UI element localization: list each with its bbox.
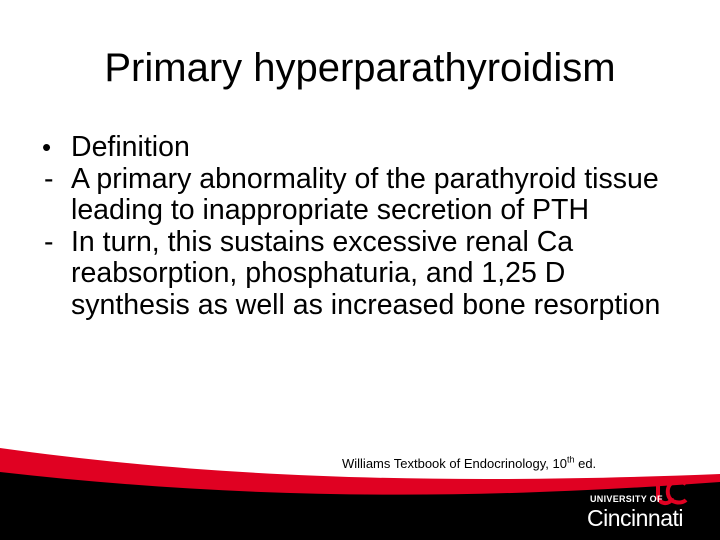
bullet-item	[38, 227, 678, 322]
bullet-marker: •	[42, 132, 52, 162]
dash-marker: -	[44, 225, 54, 258]
citation-edition: ed.	[574, 456, 597, 471]
citation-superscript: th	[566, 454, 575, 465]
dash-marker: -	[44, 162, 54, 195]
bullet-text: In turn, this sustains excessive renal Ca reabsorption, phosphaturia, and 1,25 D synthesis as well as increased bone resorption	[71, 225, 661, 321]
logo-cincinnati-text: Cincinnati	[587, 505, 683, 531]
bullet-text: A primary abnormality of the parathyroid tissue leading to inappropriate secretion of PTH	[71, 162, 659, 226]
bullet-list	[38, 132, 678, 321]
citation	[342, 456, 596, 471]
bullet-text: Definition	[71, 131, 190, 163]
university-logo	[587, 478, 710, 534]
logo-university-text: UNIVERSITY OF	[590, 494, 663, 504]
citation-text: Williams Textbook of Endocrinology, 10	[342, 456, 567, 471]
slide-title: Primary hyperparathyroidism	[104, 46, 616, 90]
bullet-item	[38, 132, 678, 164]
bullet-item	[38, 164, 678, 227]
